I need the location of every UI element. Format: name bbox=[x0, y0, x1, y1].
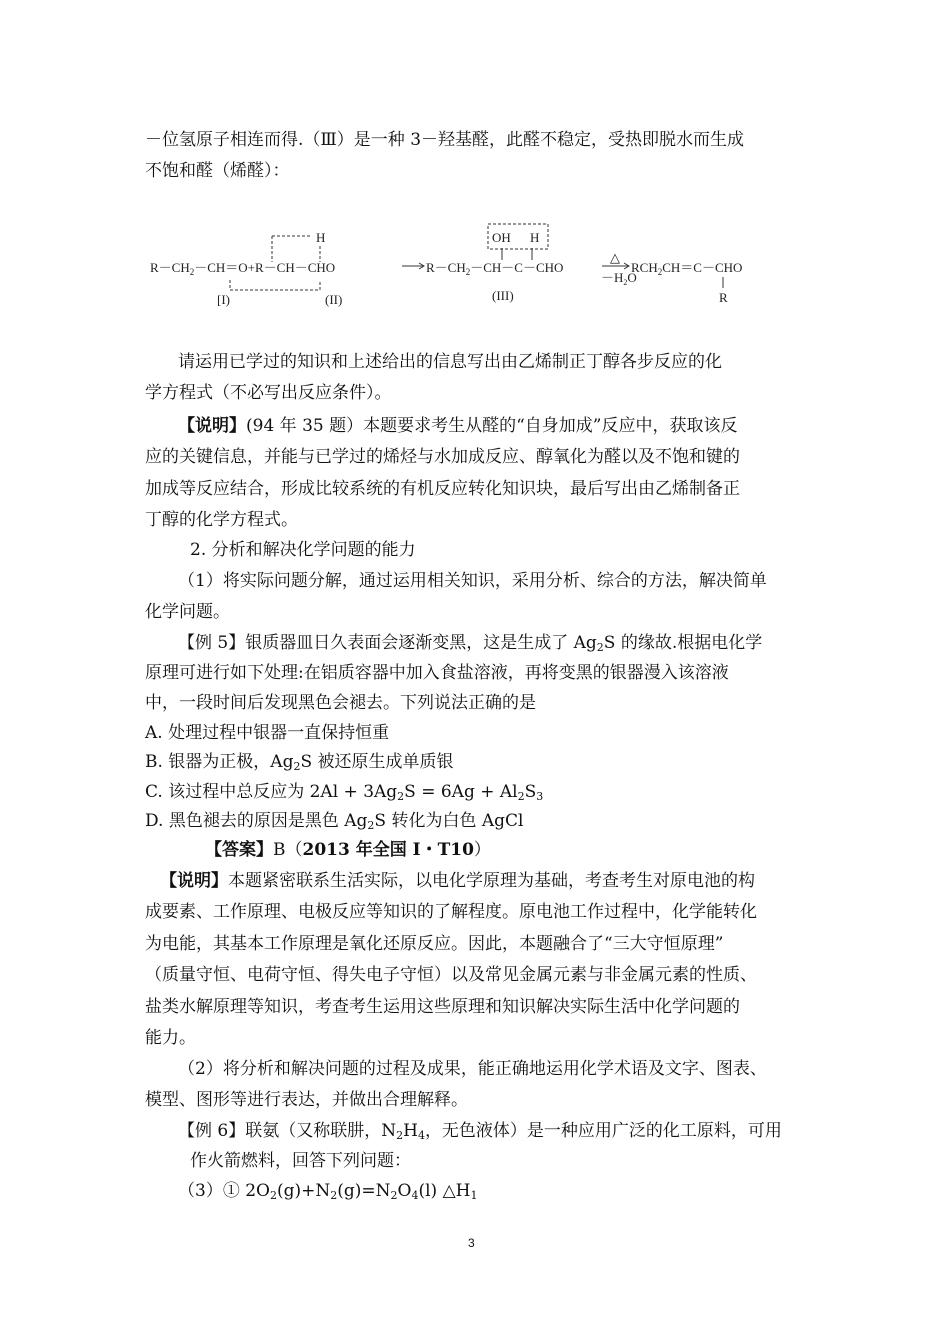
text-line: 为电能，其基本工作原理是氧化还原反应。因此，本题融合了“三大守恒原理” bbox=[145, 934, 724, 954]
scheme-h2-label: H bbox=[530, 230, 540, 245]
label-bold: 【说明】 bbox=[178, 416, 246, 436]
option-d: D. 黑色褪去的原因是黑色 $Ag_2S$ 转化为白色 AgCl bbox=[145, 811, 524, 832]
text-line: 【说明】(94 年 35 题）本题要求考生从醛的“自身加成”反应中，获取该反 bbox=[178, 416, 738, 436]
page-number: 3 bbox=[468, 1236, 475, 1250]
scheme-product: $RCH_2CH=C-CHO$ bbox=[631, 260, 743, 277]
heat-symbol: △ bbox=[610, 250, 620, 265]
text-line: 【例 6】联氨（又称联肼，$N_2H_4$，无色液体）是一种应用广泛的化工原料，可用 bbox=[178, 1121, 782, 1142]
text-line: （质量守恒、电荷守恒、得失电子守恒）以及常见金属元素与非金属元素的性质、 bbox=[145, 965, 757, 985]
text-line: 作火箭燃料，回答下列问题： bbox=[190, 1151, 411, 1171]
answer-line: 【答案】B（2013 年全国 I・T10） bbox=[205, 840, 491, 860]
text-line: 应的关键信息，并能与已学过的烯烃与水加成反应、醇氧化为醛以及不饱和键的 bbox=[145, 447, 740, 467]
text-line: 盐类水解原理等知识，考查考生运用这些原理和知识解决实际生活中化学问题的 bbox=[145, 997, 740, 1017]
scheme-oh-label: OH bbox=[492, 230, 511, 245]
text-line: －位氢原子相连而得.（Ⅲ）是一种 3－羟基醛，此醛不稳定，受热即脱水而生成 bbox=[145, 130, 745, 150]
option-a: A. 处理过程中银器一直保持恒重 bbox=[145, 723, 390, 743]
reaction-scheme bbox=[140, 222, 800, 312]
text-line: 请运用已学过的知识和上述给出的信息写出由乙烯制正丁醇各步反应的化 bbox=[178, 352, 722, 372]
option-c: C. 该过程中总反应为 $2Al + 3Ag_2S = 6Ag + Al_2S_3$ bbox=[145, 782, 544, 803]
scheme-label-3: (III) bbox=[492, 288, 514, 303]
text-line: 不饱和醛（烯醛）： bbox=[145, 161, 290, 181]
scheme-r-label: R bbox=[719, 290, 728, 305]
scheme-intermediate: $R-CH_2-CH-C-CHO$ bbox=[426, 260, 564, 277]
section-heading: 2. 分析和解决化学问题的能力 bbox=[190, 540, 416, 560]
scheme-label-1: [I) bbox=[217, 292, 230, 307]
water-label: $-H_2O$ bbox=[601, 270, 637, 287]
text-line: 成要素、工作原理、电极反应等知识的了解程度。原电池工作过程中，化学能转化 bbox=[145, 902, 757, 922]
text-line: 能力。 bbox=[145, 1028, 196, 1048]
text-line: 原理可进行如下处理:在铝质容器中加入食盐溶液，再将变黑的银器漫入该溶液 bbox=[145, 663, 729, 683]
text-line: 中，一段时间后发现黑色会褪去。下列说法正确的是 bbox=[145, 693, 536, 713]
equation-line: （3）① $2O_2(g)+N_2(g)=N_2O_4(l)$ $\triangle H_1$ bbox=[178, 1181, 478, 1202]
text-line: 模型、图形等进行表达，并做出合理解释。 bbox=[145, 1090, 468, 1110]
text-line: 学方程式（不必写出反应条件）。 bbox=[145, 383, 392, 403]
scheme-h-label: H bbox=[316, 230, 326, 245]
text-line: 加成等反应结合，形成比较系统的有机反应转化知识块，最后写出由乙烯制备正 bbox=[145, 479, 740, 499]
scheme-label-2: (II) bbox=[325, 292, 343, 307]
text-line: 丁醇的化学方程式。 bbox=[145, 510, 298, 530]
text-line: （1）将实际问题分解，通过运用相关知识，采用分析、综合的方法，解决简单 bbox=[178, 571, 767, 591]
option-b: B. 银器为正极，$Ag_2S$ 被还原生成单质银 bbox=[145, 752, 454, 773]
text-line: 【说明】本题紧密联系生活实际，以电化学原理为基础，考查考生对原电池的构 bbox=[160, 871, 755, 891]
text-line: 【例 5】银质器皿日久表面会逐渐变黑，这是生成了 $Ag_2S$ 的缘故.根据电化学 bbox=[178, 633, 763, 654]
scheme-reactants: $R-CH_2-CH=O+R-CH-CHO$ bbox=[150, 260, 336, 277]
text-line: 化学问题。 bbox=[145, 602, 230, 622]
text-line: （2）将分析和解决问题的过程及成果，能正确地运用化学术语及文字、图表、 bbox=[178, 1059, 767, 1079]
